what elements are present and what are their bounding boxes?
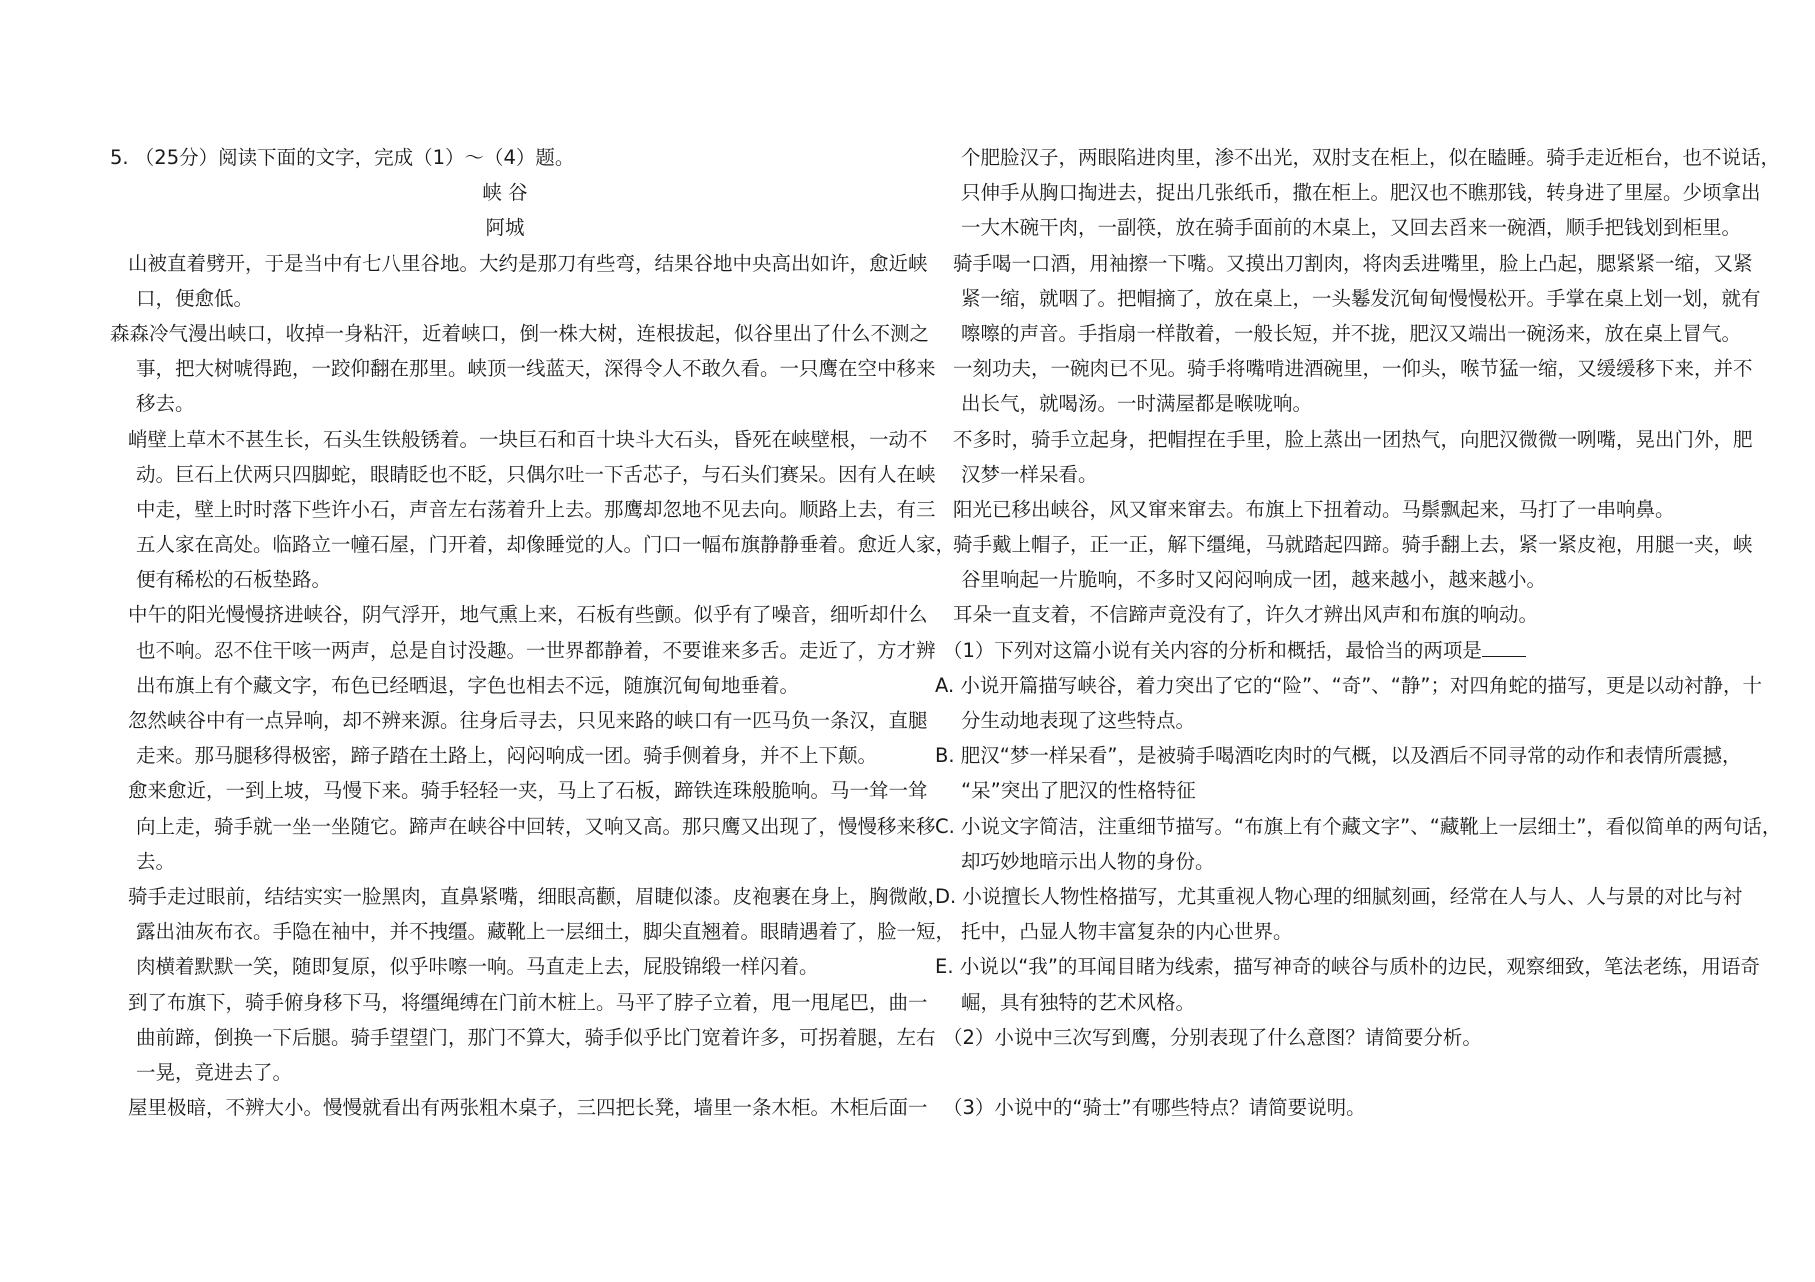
text-line: 到了布旗下，骑手俯身移下马，将缰绳缚在门前木桩上。马平了脖子立着，甩一甩尾巴，曲一	[128, 990, 928, 1014]
right-column	[935, 140, 1782, 1125]
left-column	[110, 140, 956, 1125]
text-line: 忽然峡谷中有一点异响，却不辨来源。往身后寻去，只见来路的峡口有一匹马负一条汉，直腿	[128, 709, 928, 732]
option-b-cont: “呆”突出了肥汉的性格特征	[961, 779, 1196, 803]
text-line: 个肥脸汉子，两眼陷进肉里，渗不出光，双肘支在柜上，似在瞌睡。骑手走近柜台，也不说话，	[961, 146, 1781, 169]
option-c-cont: 却巧妙地暗示出人物的身份。	[961, 849, 1215, 873]
text-line: 一晃，竟进去了。	[136, 1060, 293, 1084]
text-line: 去。	[136, 849, 176, 873]
text-line: 骑手喝一口酒，用袖擦一下嘴。又摸出刀割肉，将肉丢进嘴里，脸上凸起，腮紧紧一缩，又紧	[953, 251, 1753, 275]
option-d-line: D. 小说擅长人物性格描写，尤其重视人物心理的细腻刻画，经常在人与人、人与景的对比与衬	[935, 884, 1743, 908]
text-line: 骑手戴上帽子，正一正，解下缰绳，马就踏起四蹄。骑手翻上去，紧一紧皮袍，用腿一夹，峡	[953, 533, 1753, 557]
question-1-text: （1）下列对这篇小说有关内容的分析和概括，最恰当的两项是	[943, 638, 1482, 662]
option-d-cont: 托中，凸显人物丰富复杂的内心世界。	[961, 920, 1293, 944]
story-author: 阿城	[485, 216, 525, 240]
text-line: 肉横着默默一笑，随即复原，似乎咔嚓一响。马直走上去，屁股锦缎一样闪着。	[136, 955, 819, 979]
option-b-line: B. 肥汉“梦一样呆看”，是被骑手喝酒吃肉时的气概，以及酒后不同寻常的动作和表情所震撼，	[935, 744, 1742, 768]
text-line: 五人家在高处。临路立一幢石屋，门开着，却像睡觉的人。门口一幅布旗静静垂着。愈近人家，	[136, 533, 956, 557]
text-line: 山被直着劈开，于是当中有七八里谷地。大约是那刀有些弯，结果谷地中央高出如许，愈近峡	[128, 251, 928, 275]
text-line: 嚓嚓的声音。手指扇一样散着，一般长短，并不拢，肥汉又端出一碗汤来，放在桌上冒气。	[961, 321, 1742, 345]
text-line: 口，便愈低。	[136, 286, 254, 310]
text-line: 耳朵一直支着，不信蹄声竟没有了，许久才辨出风声和布旗的响动。	[953, 603, 1539, 627]
text-line: 出长气，就喝汤。一时满屋都是喉咙响。	[961, 392, 1313, 416]
text-line: 向上走，骑手就一坐一坐随它。蹄声在峡谷中回转，又响又高。那只鹰又出现了，慢慢移来移	[136, 814, 936, 838]
text-line: 中走，壁上时时落下些许小石，声音左右荡着升上去。那鹰却忽地不见去向。顺路上去，有三	[136, 497, 936, 521]
option-c-line: C. 小说文字简洁，注重细节描写。“布旗上有个藏文字”、“藏靴上一层细土”，看似简单的两句话，	[935, 814, 1782, 838]
text-line: 只伸手从胸口掏进去，捉出几张纸币，撒在柜上。肥汉也不瞧那钱，转身进了里屋。少顷拿出	[961, 181, 1761, 205]
question-3: （3）小说中的“骑士”有哪些特点？请简要说明。	[943, 1096, 1366, 1120]
answer-space	[935, 1055, 1725, 1090]
text-line: 森森冷气漫出峡口，收掉一身粘汗，近着峡口，倒一株大树，连根拔起，似谷里出了什么不测之	[110, 321, 930, 345]
question-2: （2）小说中三次写到鹰，分别表现了什么意图？请简要分析。	[943, 1025, 1482, 1049]
text-line: 曲前蹄，倒换一下后腿。骑手望望门，那门不算大，骑手似乎比门宽着许多，可拐着腿，左右	[136, 1025, 936, 1049]
text-line: 峭壁上草木不甚生长，石头生铁般锈着。一块巨石和百十块斗大石头，昏死在峡壁根，一动不	[128, 427, 928, 451]
text-line: 便有稀松的石板垫路。	[136, 568, 332, 592]
text-line: 一大木碗干肉，一副筷，放在骑手面前的木桌上，又回去舀来一碗酒，顺手把钱划到柜里。	[961, 216, 1742, 240]
text-line: 骑手走过眼前，结结实实一脸黑肉，直鼻紧嘴，细眼高颧，眉睫似漆。皮袍裹在身上，胸微敞，	[128, 884, 948, 908]
text-line: 也不响。忍不住干咳一两声，总是自讨没趣。一世界都静着，不要谁来多舌。走近了，方才辨	[136, 638, 936, 662]
question-1	[935, 633, 1725, 668]
question-5-heading: 5. （25分）阅读下面的文字，完成（1）～（4）题。	[110, 146, 575, 169]
text-line: 一刻功夫，一碗肉已不见。骑手将嘴啃进酒碗里，一仰头，喉节猛一缩，又缓缓移下来，并不	[953, 357, 1753, 381]
text-line: 露出油灰布衣。手隐在袖中，并不拽缰。藏靴上一层细土，脚尖直翘着。眼睛遇着了，脸一短，	[136, 920, 956, 944]
text-line: 紧一缩，就咽了。把帽摘了，放在桌上，一头鬈发沉甸甸慢慢松开。手掌在桌上划一划，就有	[961, 286, 1761, 310]
text-line: 移去。	[136, 392, 195, 416]
answer-blank[interactable]	[1482, 636, 1526, 657]
text-line: 阳光已移出峡谷，风又窜来窜去。布旗上下扭着动。马鬃飘起来，马打了一串响鼻。	[953, 497, 1675, 521]
text-line: 动。巨石上伏两只四脚蛇，眼睛眨也不眨，只偶尔吐一下舌芯子，与石头们赛呆。因有人在峡	[136, 462, 936, 486]
option-e-cont: 崛，具有独特的艺术风格。	[961, 990, 1196, 1014]
option-a-line: A. 小说开篇描写峡谷，着力突出了它的“险”、“奇”、“静”；对四角蛇的描写，更是以动衬静，十	[935, 673, 1763, 697]
text-line: 愈来愈近，一到上坡，马慢下来。骑手轻轻一夹，马上了石板，蹄铁连珠般脆响。马一耸一耸	[128, 779, 928, 803]
text-line: 事，把大树唬得跑，一跤仰翻在那里。峡顶一线蓝天，深得令人不敢久看。一只鹰在空中移来	[136, 357, 936, 381]
option-a-cont: 分生动地表现了这些特点。	[961, 709, 1196, 732]
text-line: 走来。那马腿移得极密，蹄子踏在土路上，闷闷响成一团。骑手侧着身，并不上下颠。	[136, 744, 878, 768]
text-line: 中午的阳光慢慢挤进峡谷，阴气浮开，地气熏上来，石板有些颤。似乎有了噪音，细听却什么	[128, 603, 928, 627]
text-line: 屋里极暗，不辨大小。慢慢就看出有两张粗木桌子，三四把长凳，墙里一条木柜。木柜后面一	[128, 1096, 928, 1120]
text-line: 出布旗上有个藏文字，布色已经晒退，字色也相去不远，随旗沉甸甸地垂着。	[136, 673, 800, 697]
text-line: 不多时，骑手立起身，把帽捏在手里，脸上蒸出一团热气，向肥汉微微一咧嘴，晃出门外，肥	[953, 427, 1753, 451]
option-e-line: E. 小说以“我”的耳闻目睹为线索，描写神奇的峡谷与质朴的边民，观察细致，笔法老练，用语奇	[935, 955, 1760, 979]
text-line: 汉梦一样呆看。	[961, 462, 1098, 486]
story-title: 峡 谷	[482, 181, 528, 205]
text-line: 谷里响起一片脆响，不多时又闷闷响成一团，越来越小，越来越小。	[961, 568, 1547, 592]
